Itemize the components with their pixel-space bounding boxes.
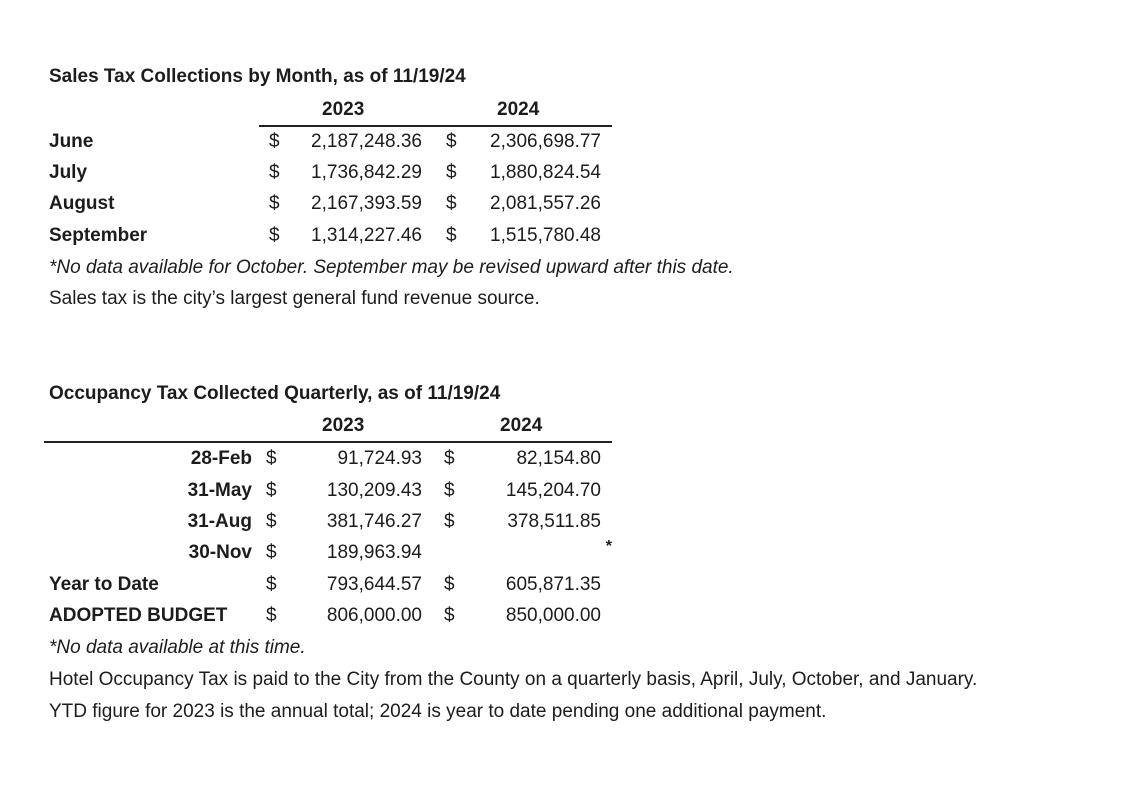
currency-symbol: $ [266,574,277,595]
occupancy-header-2024: 2024 [500,415,543,436]
ytd-value-2024: 605,871.35 [505,574,601,595]
quarter-label: 30-Nov [188,542,252,563]
currency-symbol: $ [266,542,277,563]
sales-tax-value-2023: 2,187,248.36 [311,131,422,152]
currency-symbol: $ [446,225,457,246]
currency-symbol: $ [269,225,280,246]
currency-symbol: $ [444,448,455,469]
currency-symbol: $ [444,574,455,595]
sales-tax-footnote: *No data available for October. September may be revised upward after this date. [49,257,734,278]
sales-tax-month-label: June [49,131,94,152]
currency-symbol: $ [266,480,277,501]
currency-symbol: $ [444,480,455,501]
occupancy-footnote: *No data available at this time. [49,637,306,658]
currency-symbol: $ [446,131,457,152]
currency-symbol: $ [444,605,455,626]
occupancy-tax-title: Occupancy Tax Collected Quarterly, as of 11/19/24 [49,383,501,404]
occupancy-value-2023: 91,724.93 [337,448,422,469]
currency-symbol: $ [266,605,277,626]
budget-value-2024: 850,000.00 [505,605,601,626]
sales-tax-month-label: September [49,225,148,246]
sales-tax-title: Sales Tax Collections by Month, as of 11/19/24 [49,66,466,87]
sales-tax-note: Sales tax is the city’s largest general fund revenue source. [49,288,540,309]
quarter-label: 28-Feb [190,448,252,469]
currency-symbol: $ [266,448,277,469]
ytd-value-2023: 793,644.57 [326,574,422,595]
sales-tax-value-2023: 1,736,842.29 [311,162,422,183]
sales-tax-month-label: August [49,193,115,214]
occupancy-value-2024: 82,154.80 [516,448,601,469]
currency-symbol: $ [446,162,457,183]
currency-symbol: $ [446,193,457,214]
sales-tax-month-label: July [49,162,88,183]
occupancy-value-2023: 189,963.94 [326,542,422,563]
quarter-label: 31-May [187,480,252,501]
budget-value-2023: 806,000.00 [326,605,422,626]
occupancy-header-2023: 2023 [322,415,365,436]
ytd-label: Year to Date [49,574,159,595]
sales-tax-header-rule [259,125,612,127]
no-data-asterisk: * [605,538,612,555]
budget-label: ADOPTED BUDGET [49,605,228,626]
sales-tax-value-2024: 2,081,557.26 [490,193,601,214]
sales-tax-header-2023: 2023 [322,99,365,120]
occupancy-header-rule [44,441,612,443]
sales-tax-header-2024: 2024 [497,99,540,120]
sales-tax-value-2023: 2,167,393.59 [311,193,422,214]
sales-tax-value-2024: 2,306,698.77 [490,131,601,152]
occupancy-value-2024: 145,204.70 [505,480,601,501]
sales-tax-value-2024: 1,515,780.48 [490,225,601,246]
currency-symbol: $ [269,162,280,183]
currency-symbol: $ [266,511,277,532]
occupancy-value-2023: 381,746.27 [326,511,422,532]
currency-symbol: $ [444,511,455,532]
occupancy-note-quarterly: Hotel Occupancy Tax is paid to the City from the County on a quarterly basis, April, July, October, and January. [49,669,978,690]
occupancy-value-2023: 130,209.43 [326,480,422,501]
currency-symbol: $ [269,131,280,152]
quarter-label: 31-Aug [187,511,252,532]
sales-tax-value-2023: 1,314,227.46 [311,225,422,246]
currency-symbol: $ [269,193,280,214]
occupancy-value-2024: 378,511.85 [507,511,601,532]
sales-tax-value-2024: 1,880,824.54 [490,162,601,183]
occupancy-note-ytd: YTD figure for 2023 is the annual total; 2024 is year to date pending one additional payment. [49,701,827,722]
